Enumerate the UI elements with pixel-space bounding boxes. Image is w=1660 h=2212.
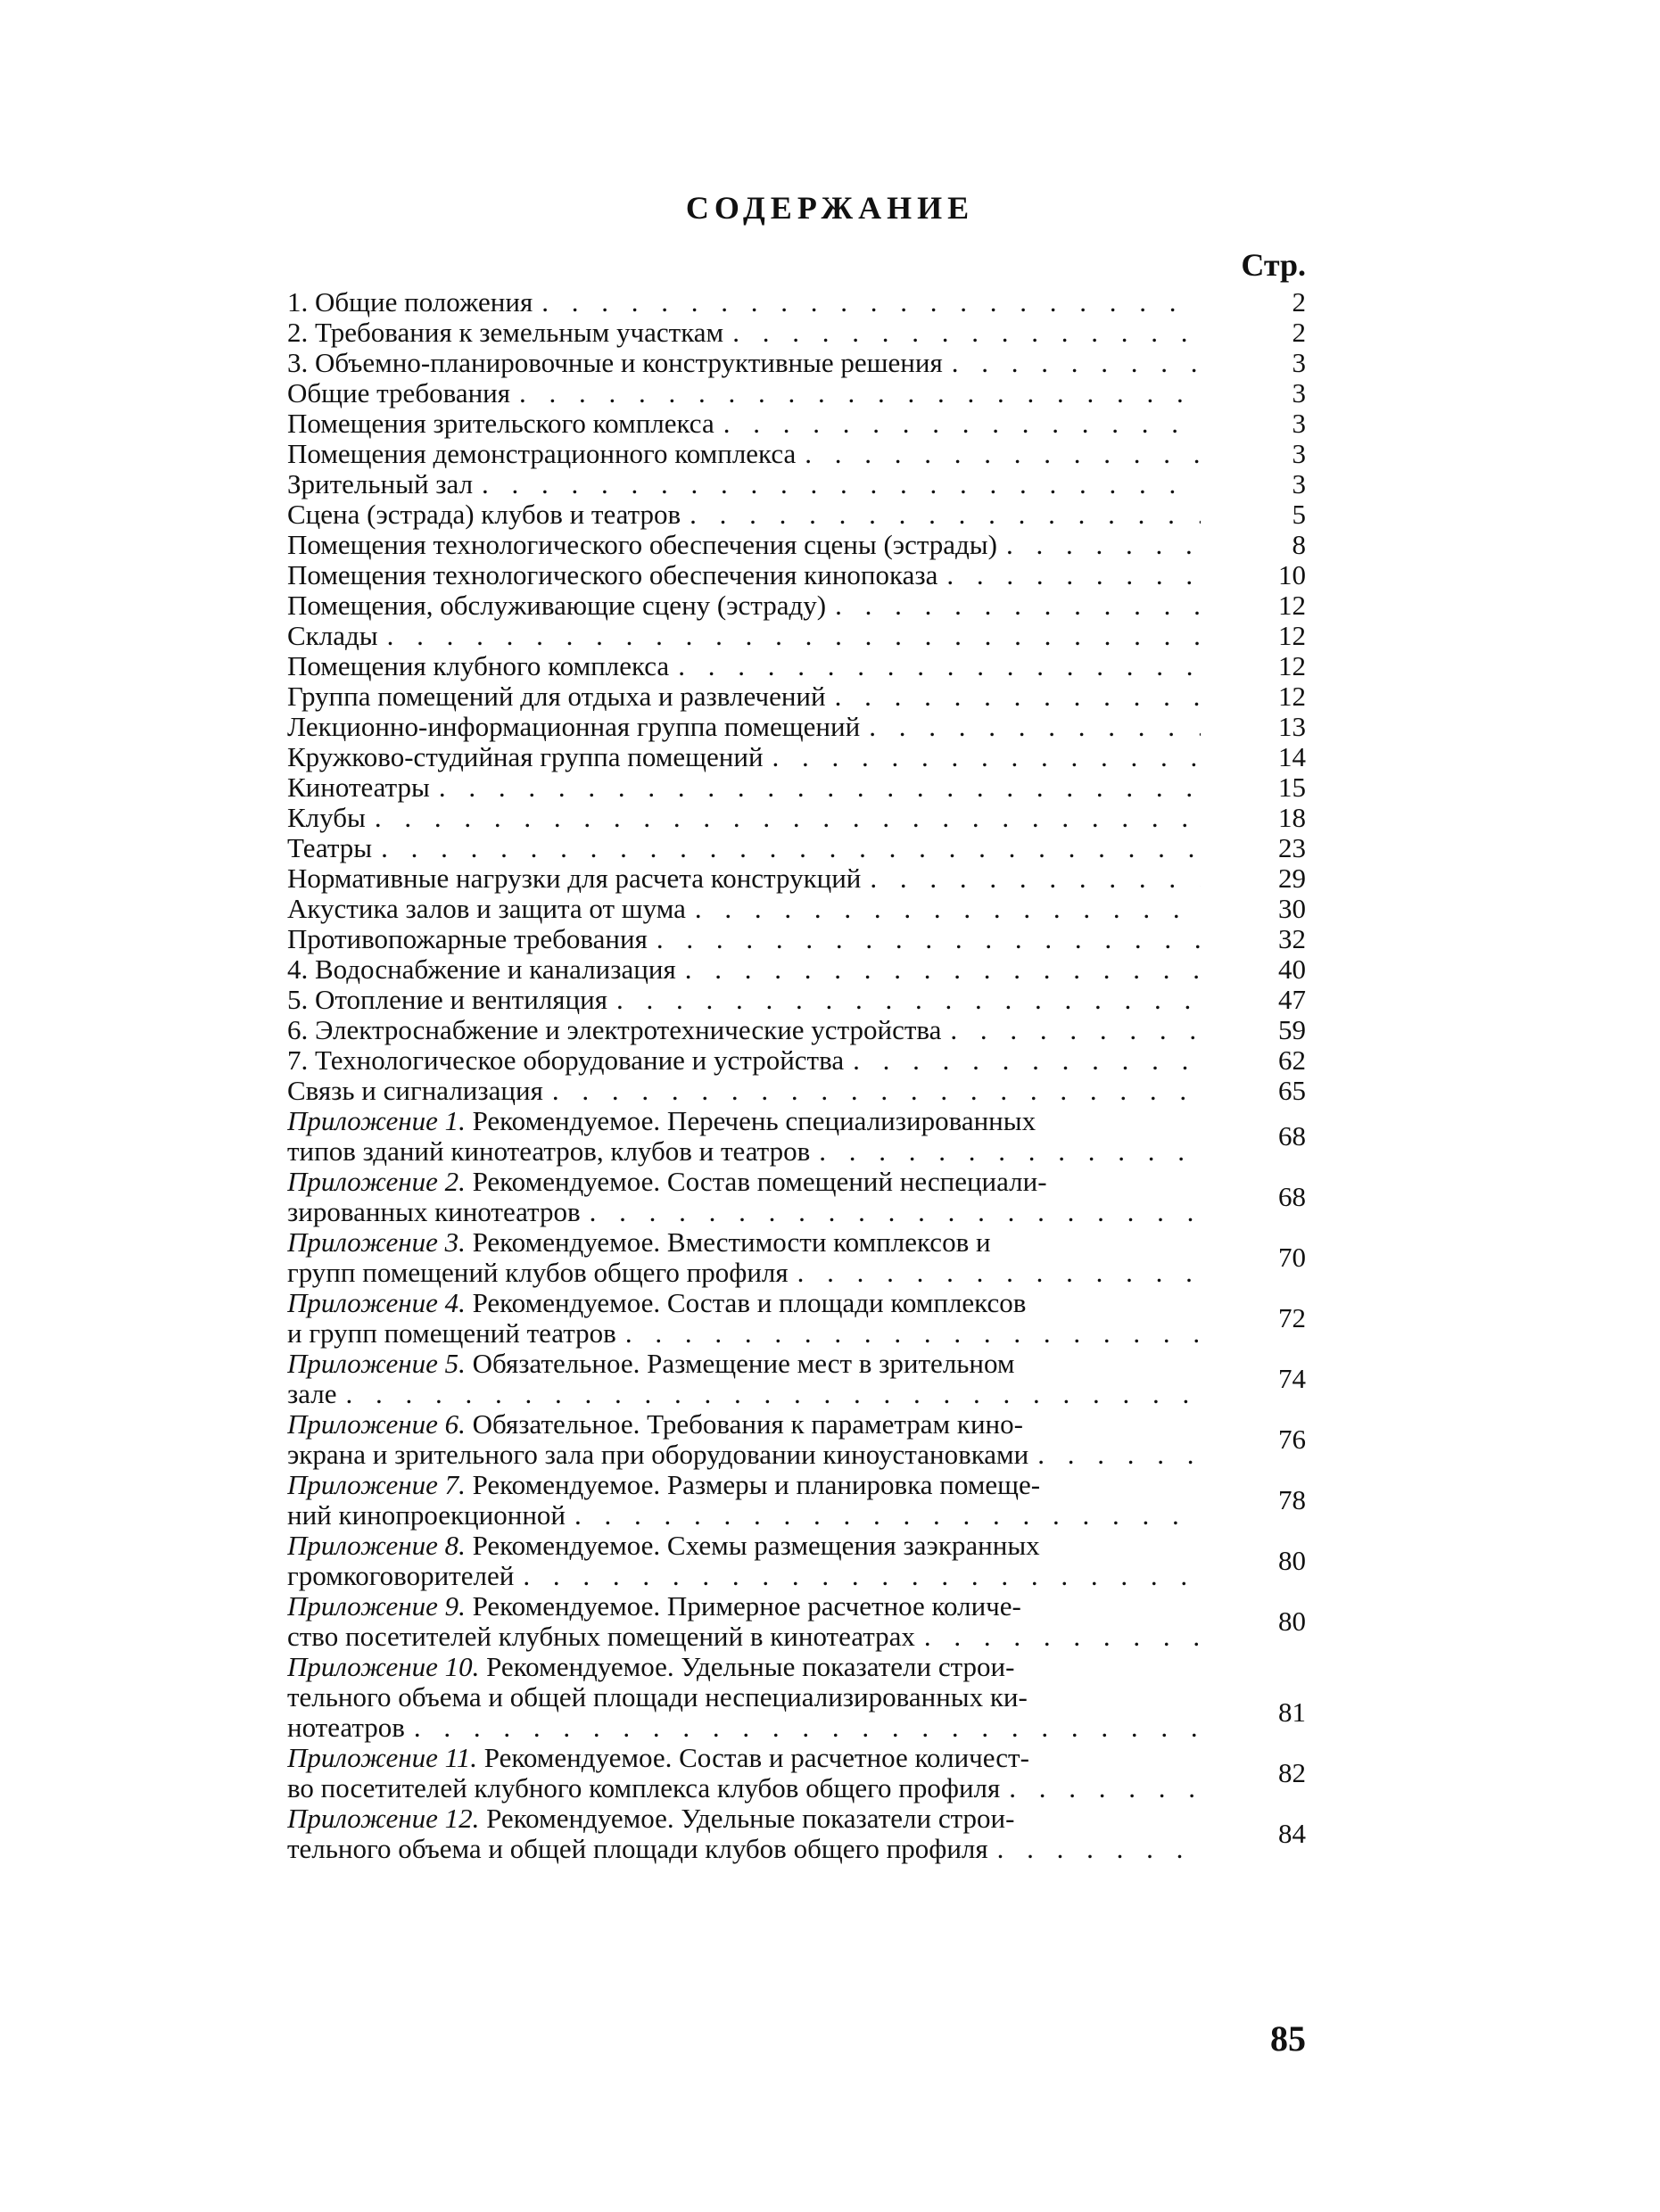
toc-entry	[287, 318, 1306, 348]
toc-page-number: 3	[1292, 438, 1306, 469]
toc-entry	[287, 1531, 1306, 1591]
page-title: СОДЕРЖАНИЕ	[685, 190, 975, 226]
toc-entry-line	[287, 1803, 1201, 1834]
toc-entry-line	[287, 348, 1201, 378]
toc-page-number: 12	[1278, 681, 1306, 712]
toc-entry-text: Помещения, обслуживающие сцену (эстраду)	[287, 590, 827, 621]
toc-entry	[287, 833, 1306, 863]
toc-entry	[287, 803, 1306, 833]
toc-entry-line	[287, 1136, 1201, 1167]
toc-entry-line	[287, 1379, 1201, 1409]
toc-entry	[287, 985, 1306, 1015]
toc-entry-text: Рекомендуемое. Удельные показатели строи-	[479, 1803, 1015, 1834]
toc-page-number: 29	[1278, 863, 1306, 894]
toc-entry-text: Рекомендуемое. Состав помещений неспециали-	[465, 1167, 1047, 1197]
toc-page-number: 18	[1278, 802, 1306, 833]
toc-page-number: 3	[1292, 468, 1306, 499]
toc-entry	[287, 1015, 1306, 1045]
toc-entry-text: нотеатров	[287, 1713, 405, 1743]
toc-entry-text: Театры	[287, 833, 373, 863]
appendix-label: Приложение 9.	[287, 1591, 466, 1622]
toc-entry	[287, 378, 1306, 409]
toc-entry-line	[287, 1106, 1201, 1136]
toc-entry-text: Рекомендуемое. Состав и площади комплексов	[465, 1288, 1027, 1318]
toc-entry-text: Лекционно-информационная группа помещений	[287, 712, 861, 742]
toc-entry-line	[287, 1591, 1201, 1622]
page-column-header: Стр.	[1241, 247, 1306, 283]
toc-entry-line	[287, 1076, 1201, 1106]
toc-entry-line	[287, 1500, 1201, 1531]
toc-entry	[287, 1227, 1306, 1288]
toc-page-number: 78	[1278, 1484, 1306, 1515]
toc-entry-text: Акустика залов и защита от шума	[287, 894, 686, 924]
toc-entry	[287, 1045, 1306, 1076]
toc-entry-text: 6. Электроснабжение и электротехнические устройства	[287, 1015, 942, 1045]
toc-entry-line	[287, 1197, 1201, 1227]
toc-entry	[287, 499, 1306, 530]
toc-page-number: 3	[1292, 347, 1306, 378]
toc-entry-line	[287, 1288, 1201, 1318]
toc-entry-line	[287, 287, 1201, 318]
toc-entry-line	[287, 1318, 1201, 1349]
toc-entry-line	[287, 742, 1201, 772]
toc-page-number: 47	[1278, 984, 1306, 1015]
toc-entry-line	[287, 1227, 1201, 1258]
toc-entry-text: групп помещений клубов общего профиля	[287, 1258, 789, 1288]
toc-entry	[287, 681, 1306, 712]
toc-page-number: 59	[1278, 1014, 1306, 1045]
toc-entry-line	[287, 1349, 1201, 1379]
toc-page-number: 80	[1278, 1545, 1306, 1576]
toc-page-number: 65	[1278, 1075, 1306, 1106]
toc-entry-line	[287, 1561, 1201, 1591]
toc-entry	[287, 1652, 1306, 1743]
toc-entry-line	[287, 530, 1201, 560]
toc-entry-line	[287, 1258, 1201, 1288]
toc-entry-line	[287, 409, 1201, 439]
toc-page-number: 80	[1278, 1605, 1306, 1637]
toc-entry	[287, 469, 1306, 499]
toc-page-number: 68	[1278, 1181, 1306, 1212]
toc-entry-text: Нормативные нагрузки для расчета конструкций	[287, 863, 862, 894]
toc-page-number: 23	[1278, 832, 1306, 863]
toc-entry-line	[287, 681, 1201, 712]
toc-entry-line	[287, 924, 1201, 954]
appendix-label: Приложение 8.	[287, 1531, 466, 1561]
toc-entry	[287, 1076, 1306, 1106]
toc-entry-line	[287, 1682, 1201, 1713]
toc-entry-line	[287, 318, 1201, 348]
toc-entry	[287, 1167, 1306, 1227]
toc-entry-line	[287, 1743, 1201, 1773]
toc-entry-text: Противопожарные требования	[287, 924, 648, 954]
toc-entry	[287, 1409, 1306, 1470]
toc-entry	[287, 409, 1306, 439]
toc-page-number: 70	[1278, 1242, 1306, 1273]
toc-entry-text: Обязательное. Размещение мест в зрительном	[465, 1349, 1015, 1379]
toc-entry-line	[287, 1015, 1201, 1045]
toc-entry-line	[287, 469, 1201, 499]
toc-entry-line	[287, 560, 1201, 590]
toc-entry-text: Помещения технологического обеспечения кинопоказа	[287, 560, 938, 590]
toc-page-number: 12	[1278, 620, 1306, 651]
toc-entry-line	[287, 1834, 1201, 1864]
toc-entry-line	[287, 1167, 1201, 1197]
toc-page-number: 68	[1278, 1120, 1306, 1151]
toc-entry	[287, 863, 1306, 894]
toc-entry	[287, 1349, 1306, 1409]
toc-entry-text: Общие требования	[287, 378, 511, 409]
appendix-label: Приложение 2.	[287, 1167, 466, 1197]
toc-entry-line	[287, 833, 1201, 863]
toc-page-number: 84	[1278, 1818, 1306, 1849]
toc-entry-text: Рекомендуемое. Перечень специализированных	[465, 1106, 1036, 1136]
toc-entry-text: и групп помещений театров	[287, 1318, 616, 1349]
toc-page-number: 2	[1292, 286, 1306, 318]
toc-entry-line	[287, 499, 1201, 530]
toc-entry	[287, 1803, 1306, 1864]
toc-entry	[287, 348, 1306, 378]
toc-page-number: 62	[1278, 1044, 1306, 1076]
toc-entry-text: Кинотеатры	[287, 772, 430, 803]
toc-entry-text: ство посетителей клубных помещений в кинотеатрах	[287, 1622, 915, 1652]
toc-entry-text: 2. Требования к земельным участкам	[287, 318, 724, 348]
toc-entry-text: Кружково-студийная группа помещений	[287, 742, 764, 772]
toc-entry-text: Рекомендуемое. Удельные показатели строи-	[479, 1652, 1015, 1682]
toc-page-number: 74	[1278, 1363, 1306, 1394]
toc-entry-text: 5. Отопление и вентиляция	[287, 985, 607, 1015]
toc-entry	[287, 924, 1306, 954]
toc-entry-line	[287, 1773, 1201, 1803]
toc-entry-line	[287, 772, 1201, 803]
appendix-label: Приложение 1.	[287, 1106, 466, 1136]
toc-entry	[287, 742, 1306, 772]
toc-entry	[287, 894, 1306, 924]
toc-entry-line	[287, 1622, 1201, 1652]
toc-page-number: 12	[1278, 650, 1306, 681]
toc-entry-text: Рекомендуемое. Схемы размещения заэкранных	[465, 1531, 1040, 1561]
appendix-label: Приложение 7.	[287, 1470, 466, 1500]
toc-entry	[287, 1288, 1306, 1349]
toc-entry-line	[287, 621, 1201, 651]
toc-entry	[287, 439, 1306, 469]
toc-entry	[287, 1743, 1306, 1803]
toc-entry	[287, 560, 1306, 590]
toc-entry-text: во посетителей клубного комплекса клубов общего профиля	[287, 1773, 1001, 1803]
page-number: 85	[1270, 2018, 1306, 2059]
toc-entry	[287, 772, 1306, 803]
toc-entry-text: зале	[287, 1379, 337, 1409]
toc-page-number: 81	[1278, 1696, 1306, 1728]
appendix-label: Приложение 12.	[287, 1803, 480, 1834]
table-of-contents	[287, 287, 1306, 1864]
toc-page-number: 15	[1278, 772, 1306, 803]
toc-entry	[287, 1106, 1306, 1167]
toc-entry-text: Рекомендуемое. Размеры и планировка помеще-	[465, 1470, 1041, 1500]
toc-page-number: 3	[1292, 377, 1306, 409]
toc-page-number: 82	[1278, 1757, 1306, 1788]
toc-entry-text: 7. Технологическое оборудование и устройства	[287, 1045, 845, 1076]
toc-entry-text: Помещения зрительского комплекса	[287, 409, 714, 439]
appendix-label: Приложение 3.	[287, 1227, 466, 1258]
toc-entry-text: Рекомендуемое. Вместимости комплексов и	[465, 1227, 991, 1258]
toc-page-number: 12	[1278, 590, 1306, 621]
toc-entry-line	[287, 590, 1201, 621]
toc-entry-text: Клубы	[287, 803, 366, 833]
toc-entry-text: тельного объема и общей площади клубов общего профиля	[287, 1834, 988, 1864]
toc-entry	[287, 712, 1306, 742]
toc-entry-line	[287, 1531, 1201, 1561]
toc-entry	[287, 1591, 1306, 1652]
toc-entry-text: ний кинопроекционной	[287, 1500, 566, 1531]
toc-page-number: 40	[1278, 953, 1306, 985]
toc-entry-line	[287, 1713, 1201, 1743]
toc-entry-line	[287, 1652, 1201, 1682]
appendix-label: Приложение 10.	[287, 1652, 480, 1682]
toc-entry	[287, 651, 1306, 681]
toc-entry	[287, 1470, 1306, 1531]
toc-entry-line	[287, 803, 1201, 833]
appendix-label: Приложение 6.	[287, 1409, 466, 1440]
toc-page-number: 76	[1278, 1424, 1306, 1455]
toc-entry-text: Помещения клубного комплекса	[287, 651, 670, 681]
toc-entry-line	[287, 1470, 1201, 1500]
toc-page-number: 30	[1278, 893, 1306, 924]
toc-entry-line	[287, 651, 1201, 681]
toc-entry-line	[287, 985, 1201, 1015]
toc-page-number: 10	[1278, 559, 1306, 590]
toc-entry-line	[287, 954, 1201, 985]
toc-entry-text: тельного объема и общей площади неспециализированных ки-	[287, 1682, 1028, 1713]
appendix-label: Приложение 5.	[287, 1349, 466, 1379]
toc-entry-line	[287, 863, 1201, 894]
toc-entry-line	[287, 378, 1201, 409]
toc-entry-text: Сцена (эстрада) клубов и театров	[287, 499, 681, 530]
toc-page-number: 32	[1278, 923, 1306, 954]
toc-entry-line	[287, 1409, 1201, 1440]
appendix-label: Приложение 4.	[287, 1288, 466, 1318]
toc-entry-text: Помещения технологического обеспечения сцены (эстрады)	[287, 530, 997, 560]
toc-entry-text: Обязательное. Требования к параметрам кино-	[465, 1409, 1023, 1440]
appendix-label: Приложение 11.	[287, 1743, 478, 1773]
toc-page-number: 13	[1278, 711, 1306, 742]
toc-page-number: 5	[1292, 499, 1306, 530]
toc-page-number: 3	[1292, 408, 1306, 439]
toc-entry-line	[287, 439, 1201, 469]
toc-entry-text: Связь и сигнализация	[287, 1076, 543, 1106]
toc-entry-text: Склады	[287, 621, 378, 651]
toc-entry-text: 3. Объемно-планировочные и конструктивные решения	[287, 348, 943, 378]
toc-entry-text: Зрительный зал	[287, 469, 474, 499]
toc-entry-line	[287, 894, 1201, 924]
toc-entry-text: экрана и зрительного зала при оборудовании киноустановками	[287, 1440, 1029, 1470]
toc-entry	[287, 590, 1306, 621]
toc-page-number: 8	[1292, 529, 1306, 560]
toc-entry-text: громкоговорителей	[287, 1561, 515, 1591]
toc-entry-line	[287, 712, 1201, 742]
toc-entry-text: Помещения демонстрационного комплекса	[287, 439, 797, 469]
toc-entry	[287, 621, 1306, 651]
toc-page-number: 2	[1292, 317, 1306, 348]
toc-entry-text: зированных кинотеатров	[287, 1197, 581, 1227]
toc-entry-text: типов зданий кинотеатров, клубов и театров	[287, 1136, 811, 1167]
toc-page-number: 72	[1278, 1302, 1306, 1333]
toc-entry	[287, 530, 1306, 560]
toc-page-number: 14	[1278, 741, 1306, 772]
toc-entry	[287, 287, 1306, 318]
toc-entry-line	[287, 1045, 1201, 1076]
toc-entry-text: Рекомендуемое. Состав и расчетное количест-	[477, 1743, 1029, 1773]
toc-entry	[287, 954, 1306, 985]
toc-entry-text: 4. Водоснабжение и канализация	[287, 954, 676, 985]
toc-entry-text: Рекомендуемое. Примерное расчетное количе-	[465, 1591, 1021, 1622]
toc-entry-line	[287, 1440, 1201, 1470]
toc-entry-text: 1. Общие положения	[287, 287, 533, 318]
toc-entry-text: Группа помещений для отдыха и развлечений	[287, 681, 826, 712]
